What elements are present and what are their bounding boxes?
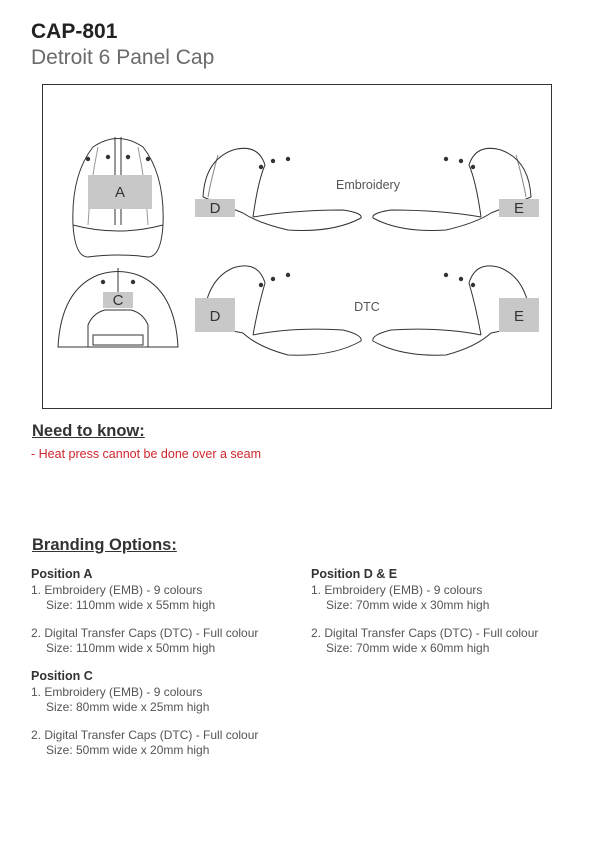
option-size: Size: 80mm wide x 25mm high bbox=[46, 699, 210, 714]
label-e-top: E bbox=[513, 200, 525, 217]
position-title: Position C bbox=[31, 669, 93, 683]
option-method: 1. Embroidery (EMB) - 9 colours bbox=[31, 583, 203, 597]
option-size: Size: 70mm wide x 60mm high bbox=[326, 640, 490, 655]
option-size: Size: 50mm wide x 20mm high bbox=[46, 742, 210, 757]
option-size: Size: 110mm wide x 50mm high bbox=[46, 640, 216, 655]
need-to-know-item: - Heat press cannot be done over a seam bbox=[31, 447, 261, 461]
label-e-bottom: E bbox=[513, 308, 525, 325]
position-title: Position D & E bbox=[311, 567, 398, 581]
label-c: C bbox=[112, 292, 124, 309]
option-method: 2. Digital Transfer Caps (DTC) - Full colour bbox=[31, 626, 259, 640]
position-de-block bbox=[311, 567, 591, 655]
product-name: Detroit 6 Panel Cap bbox=[31, 46, 215, 69]
option-method: 1. Embroidery (EMB) - 9 colours bbox=[311, 583, 483, 597]
dtc-label: DTC bbox=[354, 300, 380, 314]
option-size: Size: 110mm wide x 55mm high bbox=[46, 597, 216, 612]
cap-diagram bbox=[42, 84, 552, 409]
branding-options-title: Branding Options: bbox=[32, 536, 177, 554]
label-a: A bbox=[114, 184, 126, 201]
option-size: Size: 70mm wide x 30mm high bbox=[326, 597, 490, 612]
label-d-bottom: D bbox=[209, 308, 221, 325]
product-code: CAP-801 bbox=[31, 20, 118, 43]
option-method: 2. Digital Transfer Caps (DTC) - Full colour bbox=[31, 728, 259, 742]
embroidery-label: Embroidery bbox=[336, 178, 400, 192]
position-title: Position A bbox=[31, 567, 93, 581]
need-to-know-title: Need to know: bbox=[32, 422, 145, 440]
label-d-top: D bbox=[209, 200, 221, 217]
position-c-block bbox=[31, 669, 311, 757]
position-a-block bbox=[31, 567, 311, 655]
option-method: 1. Embroidery (EMB) - 9 colours bbox=[31, 685, 203, 699]
option-method: 2. Digital Transfer Caps (DTC) - Full colour bbox=[311, 626, 539, 640]
